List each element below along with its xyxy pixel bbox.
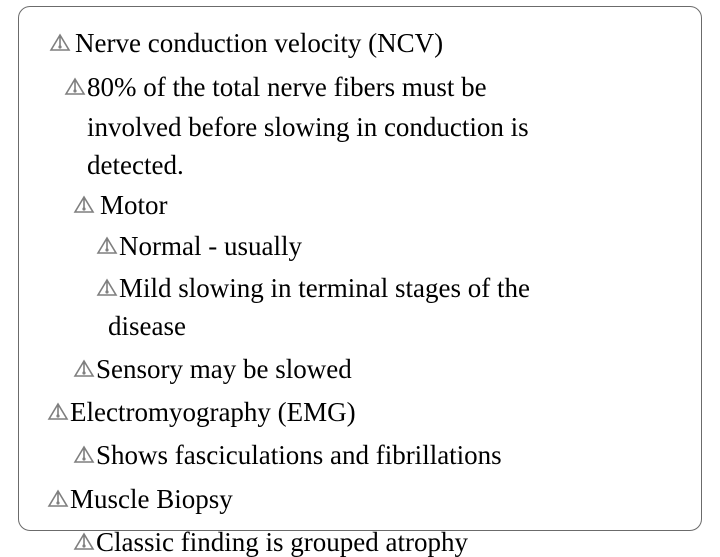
bullet-text: Electromyography (EMG) [70,397,356,427]
bullet-text: Classic finding is grouped atrophy [96,527,468,557]
bullet-text: Shows fasciculations and fibrillations [96,440,502,470]
bullet-text: Sensory may be slowed [96,354,352,384]
bullet-text: Nerve conduction velocity (NCV) [75,28,444,58]
drawing-pen-icon [95,233,119,261]
drawing-pen-icon [72,529,96,557]
drawing-pen-icon [72,356,96,384]
drawing-pen-icon [72,442,96,470]
drawing-pen-icon [63,74,87,102]
drawing-pen-icon [72,192,96,220]
drawing-pen-icon [48,30,72,58]
drawing-pen-icon [46,486,70,514]
bullet-text: Normal - usually [119,231,302,261]
bullet-continuation: involved before slowing in conduction is [87,112,529,142]
drawing-pen-icon [95,275,119,303]
bullet-text: Mild slowing in terminal stages of the [119,273,530,303]
drawing-pen-icon [46,399,70,427]
bullet-continuation: detected. [87,150,184,180]
bullet-continuation: disease [108,311,186,341]
bullet-text: 80% of the total nerve fibers must be [87,72,487,102]
bullet-text: Muscle Biopsy [70,484,233,514]
bullet-text: Motor [100,190,168,220]
